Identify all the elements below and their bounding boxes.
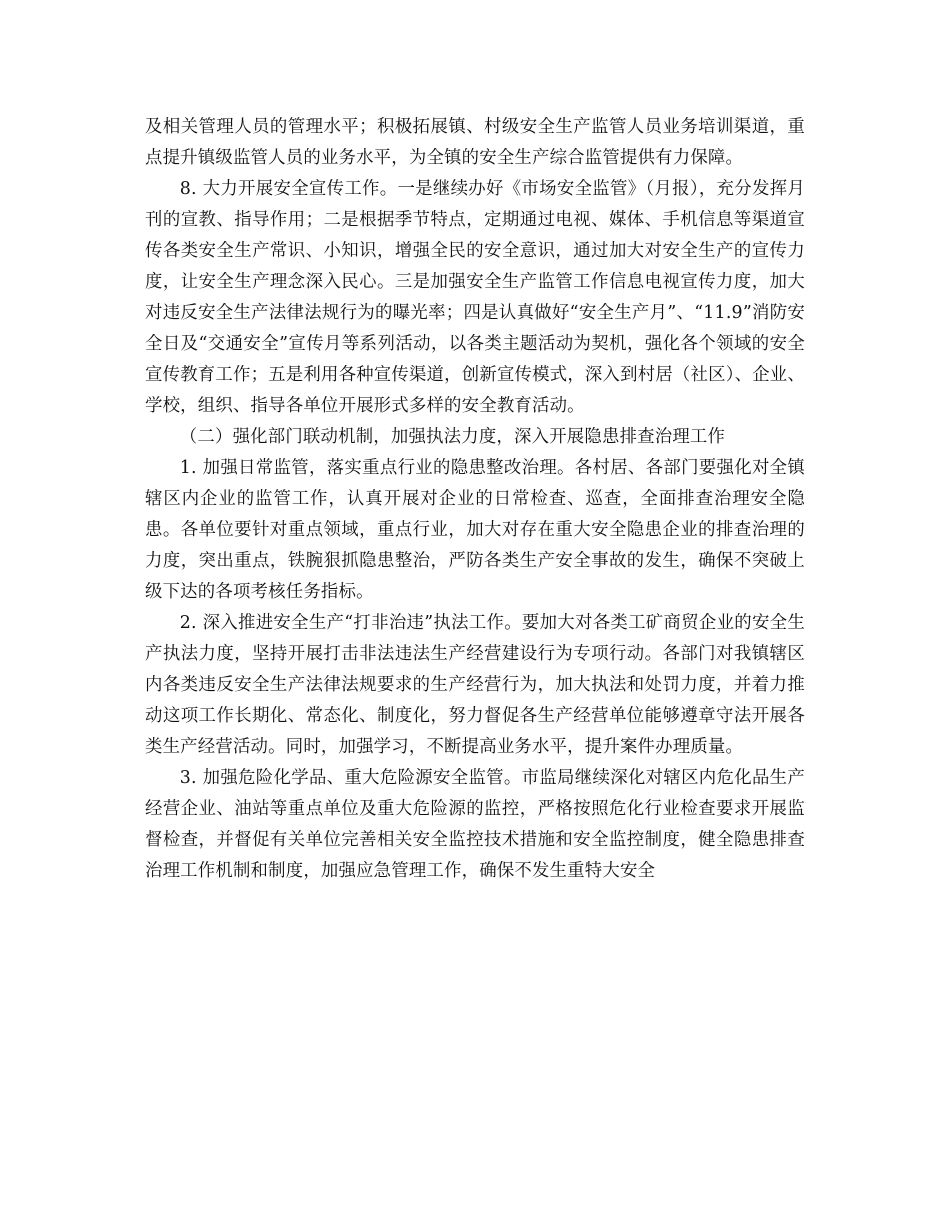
paragraph-continuation: 及相关管理人员的管理水平；积极拓展镇、村级安全生产监管人员业务培训渠道，重点提升镇级监管人员的业务水平，为全镇的安全生产综合监管提供有力保障。 — [145, 117, 805, 168]
section-heading-2: （二）强化部门联动机制，加强执法力度，深入开展隐患排查治理工作 — [179, 427, 726, 447]
paragraph-item-2: 2. 深入推进安全生产“打非治违”执法工作。要加大对各类工矿商贸企业的安全生产执法力度，坚持开展打击非法违法生产经营建设行为专项行动。各部门对我镇辖区内各类违反安全生产法律法规要求的生产经营行为，加大执法和处罚力度，并着力推动这项工作长期化、常态化、制度化，努力督促各生产经营单位能够遵章守法开展各类生产经营活动。同时，加强学习，不断提高业务水平，提升案件办理质量。 — [145, 613, 805, 757]
document-body — [145, 112, 805, 887]
paragraph-item-3: 3. 加强危险化学品、重大危险源安全监管。市监局继续深化对辖区内危化品生产经营企业、油站等重点单位及重大危险源的监控，严格按照危化行业检查要求开展监督检查，并督促有关单位完善相关安全监控技术措施和安全监控制度，健全隐患排查治理工作机制和制度，加强应急管理工作，确保不发生重特大安全 — [145, 768, 805, 881]
paragraph-item-8: 8. 大力开展安全宣传工作。一是继续办好《市场安全监管》（月报），充分发挥月刊的宣教、指导作用；二是根据季节特点，定期通过电视、媒体、手机信息等渠道宣传各类安全生产常识、小知识，增强全民的安全意识，通过加大对安全生产的宣传力度，让安全生产理念深入民心。三是加强安全生产监管工作信息电视宣传力度，加大对违反安全生产法律法规行为的曝光率；四是认真做好“安全生产月”、“11.9”消防安全日及“交通安全”宣传月等系列活动，以各类主题活动为契机，强化各个领域的安全宣传教育工作；五是利用各种宣传渠道，创新宣传模式，深入到村居（社区）、企业、学校，组织、指导各单位开展形式多样的安全教育活动。 — [145, 179, 805, 416]
paragraph-item-1: 1. 加强日常监管，落实重点行业的隐患整改治理。各村居、各部门要强化对全镇辖区内企业的监管工作，认真开展对企业的日常检查、巡查，全面排查治理安全隐患。各单位要针对重点领域，重点行业，加大对存在重大安全隐患企业的排查治理的力度，突出重点，铁腕狠抓隐患整治，严防各类生产安全事故的发生，确保不突破上级下达的各项考核任务指标。 — [145, 458, 805, 602]
